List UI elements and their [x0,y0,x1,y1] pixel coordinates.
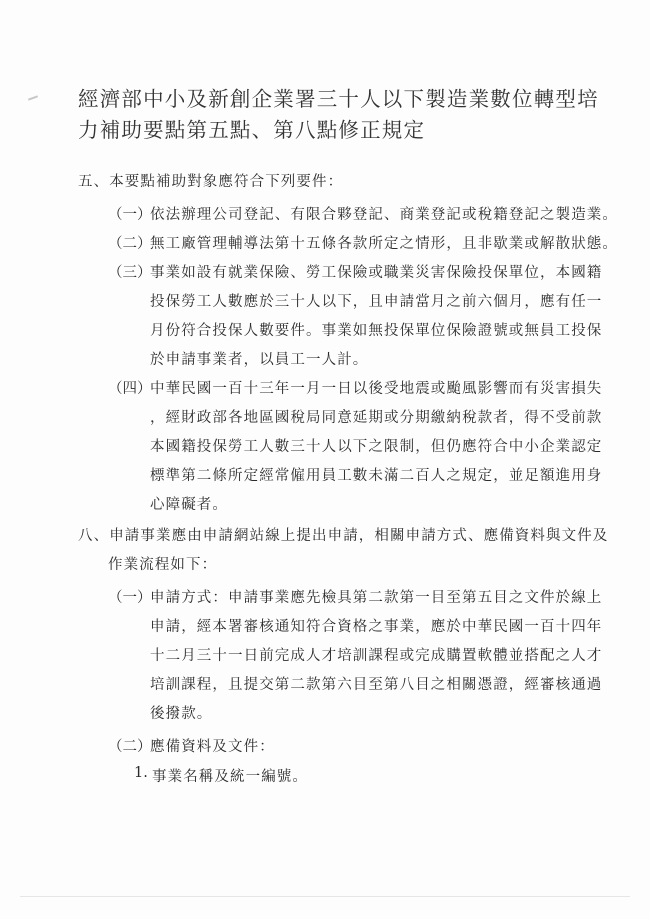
section-8-heading: 八、申請事業應由申請網站線上提出申請，相關申請方式、應備資料與文件及 [78,528,609,544]
item-text: ，經財政部各地區國稅局同意延期或分期繳納稅款者，得不受前款 [150,410,603,426]
section-8-heading: 作業流程如下： [108,557,218,573]
item-number: （一） [108,207,152,223]
title-line-2: 力補助要點第五點、第八點修正規定 [78,118,426,142]
section-5-heading: 五、本要點補助對象應符合下列要件： [78,174,344,190]
item-text: 事業如設有就業保險、勞工保險或職業災害保險投保單位，本國籍 [150,265,603,281]
item-text: 依法辦理公司登記、有限合夥登記、商業登記或稅籍登記之製造業。 [150,207,618,223]
item-text: 十二月三十一日前完成人才培訓課程或完成購置軟體並搭配之人才 [150,648,603,664]
item-number: （二） [108,236,152,252]
subitem-text: 事業名稱及統一編號。 [152,769,308,785]
item-text: 本國籍投保勞工人數三十人以下之限制，但仍應符合中小企業認定 [150,439,603,455]
subitem-number: 1. [134,765,148,781]
item-text: 月份符合投保人數要件。事業如無投保單位保險證號或無員工投保 [150,323,603,339]
item-text: 申請，經本署審核通知符合資格之事業，應於中華民國一百十四年 [150,619,603,635]
item-text: 投保勞工人數應於三十人以下，且申請當月之前六個月，應有任一 [150,294,603,310]
scan-edge-line [20,896,630,897]
item-text: 標準第二條所定經常僱用員工數未滿二百人之規定，並足額進用身 [150,468,603,484]
item-text: 申請方式：申請事業應先檢具第二款第一目至第五目之文件於線上 [150,590,603,606]
item-text: 後撥款。 [150,706,213,722]
item-text: 培訓課程，且提交第二款第六目至第八目之相關憑證，經審核通過 [150,677,603,693]
document-title [78,84,618,146]
item-text: 心障礙者。 [150,497,228,513]
item-number: （一） [108,590,152,606]
title-line-1: 經濟部中小及新創企業署三十人以下製造業數位轉型培 [78,87,599,111]
item-text: 應備資料及文件： [150,739,275,755]
item-number: （四） [108,381,152,397]
item-number: （二） [108,739,152,755]
item-text: 於申請事業者，以員工一人計。 [150,352,369,368]
item-text: 無工廠管理輔導法第十五條各款所定之情形，且非歇業或解散狀態。 [150,236,618,252]
scan-speck [28,95,38,100]
item-text: 中華民國一百十三年一月一日以後受地震或颱風影響而有災害損失 [150,381,603,397]
item-number: （三） [108,265,152,281]
